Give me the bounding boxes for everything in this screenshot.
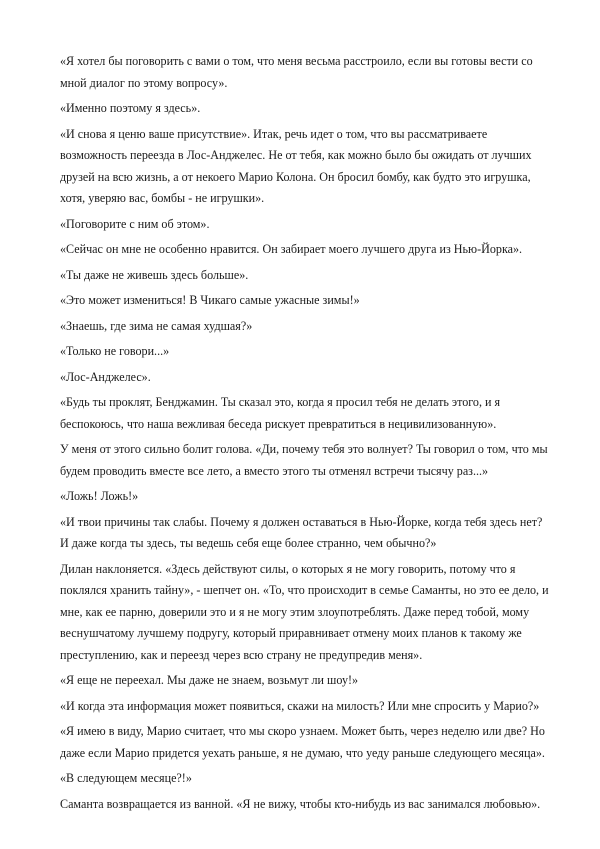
paragraph-14: «И твои причины так слабы. Почему я должен оставаться в Нью-Йорке, когда тебя здесь нет? И даже когда ты здесь, ты ведешь себя еще более странно, чем обычно?» xyxy=(60,514,543,550)
paragraph-15: Дилан наклоняется. «Здесь действуют силы, о которых я не могу говорить, потому что я поклялся хранить тайну», - шепчет он. «То, что происходит в семье Саманты, но это ее дело, и мне, как ее парню, доверили это и я не могу этим злоупотреблять. Даже перед тобой, мому веснушчатому лучшему подругу, который приравнивает отмену моих планов к такому же преступлению, как и переезд через всю страну не предупредив меня». xyxy=(60,561,549,662)
paragraph-16: «Я еще не переехал. Мы даже не знаем, возьмут ли шоу!» xyxy=(60,673,359,687)
paragraph-19: «В следующем месяце?!» xyxy=(60,771,192,785)
paragraph-4: «Поговорите с ним об этом». xyxy=(60,216,210,231)
paragraph-18: «Я имею в виду, Марио считает, что мы скоро узнаем. Может быть, через неделю или две? Но даже если Марио придется уехать раньше, я не думаю, что уеду раньше следующего месяца». xyxy=(60,724,545,760)
paragraph-12: У меня от этого сильно болит голова. «Ди, почему тебя это волнует? Ты говорил о том, что мы будем проводить вместе все лето, а вместо этого ты отменял встречи тысячу раз...» xyxy=(60,442,548,478)
paragraph-3: «И снова я ценю ваше присутствие». Итак, речь идет о том, что вы рассматриваете возможность переезда в Лос-Анджелес. Не от тебя, как можно было бы ожидать от лучших друзей на всю жизнь, а от некоего Марио Колона. Он бросил бомбу, как будто это игрушка, хотя, уверяю вас, бомбы - не игрушки». xyxy=(60,126,532,205)
paragraph-9: «Только не говори...» xyxy=(60,344,170,358)
paragraph-8: «Знаешь, где зима не самая худшая?» xyxy=(60,318,253,333)
paragraph-13: «Ложь! Ложь!» xyxy=(60,489,139,503)
document-page xyxy=(60,51,550,819)
paragraph-17: «И когда эта информация может появиться, скажи на милость? Или мне спросить у Марио?» xyxy=(60,698,540,713)
paragraph-11: «Будь ты проклят, Бенджамин. Ты сказал это, когда я просил тебя не делать этого, и я беспокоюсь, что наша вежливая беседа рискует превратиться в нецивилизованную». xyxy=(60,395,501,431)
paragraph-1: «Я хотел бы поговорить с вами о том, что меня весьма расстроило, если вы готовы вести со мной диалог по этому вопросу». xyxy=(60,54,533,90)
paragraph-6: «Ты даже не живешь здесь больше». xyxy=(60,267,249,282)
paragraph-2: «Именно поэтому я здесь». xyxy=(60,101,201,115)
paragraph-10: «Лос-Анджелес». xyxy=(60,369,151,384)
paragraph-7: «Это может измениться! В Чикаго самые ужасные зимы!» xyxy=(60,293,360,307)
paragraph-5: «Сейчас он мне не особенно нравится. Он забирает моего лучшего друга из Нью-Йорка». xyxy=(60,242,523,256)
paragraph-20: Саманта возвращается из ванной. «Я не вижу, чтобы кто-нибудь из вас занимался любовью». xyxy=(60,796,541,811)
